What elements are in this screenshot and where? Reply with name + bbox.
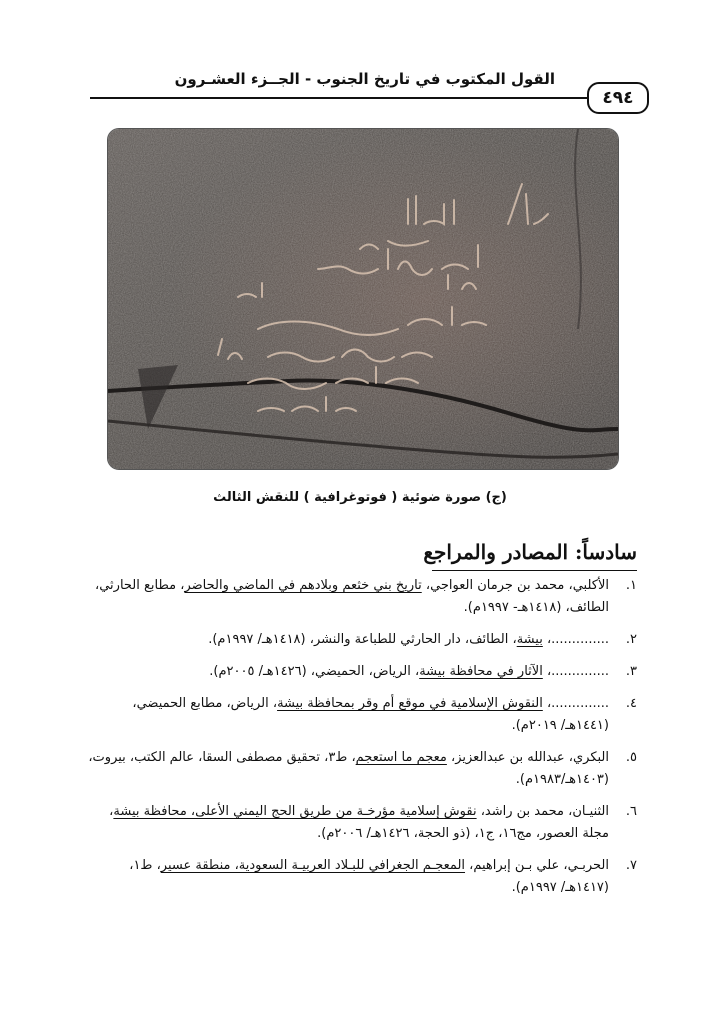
- reference-number: ٦.: [625, 804, 637, 819]
- reference-number: ٢.: [625, 632, 637, 647]
- references-list: [82, 575, 637, 909]
- reference-item: [82, 855, 637, 899]
- reference-author: ..............،: [542, 696, 609, 711]
- reference-details: ، الطائف، دار الحارثي للطباعة والنشر، (١٤١٨هـ/ ١٩٩٧م).: [208, 632, 517, 647]
- reference-item: [82, 629, 637, 651]
- rock-inscription-image: [108, 129, 618, 469]
- section-heading: سادساً: المصادر والمراجع: [423, 540, 637, 564]
- page-number: ٤٩٤: [587, 82, 649, 114]
- figure-caption: (ج) صورة ضوئية ( فوتوغرافية ) للنقش الثالث: [213, 490, 507, 505]
- reference-number: ٧.: [625, 858, 637, 873]
- reference-number: ٥.: [625, 750, 637, 765]
- reference-title: معجم ما استعجم: [355, 750, 447, 765]
- reference-author: الأكلبي، محمد بن جرمان العواجي،: [421, 578, 609, 593]
- reference-author: البكري، عبدالله بن عبدالعزيز،: [446, 750, 609, 765]
- reference-details: ، ط١، (١٤١٧هـ/ ١٩٩٧م).: [129, 858, 609, 895]
- reference-title: نقوش إسلامية مؤرخـة من طريق الحج اليمني الأعلى، محافظة بيشة: [113, 804, 477, 819]
- reference-author: الثنيـان، محمد بن راشد،: [476, 804, 609, 819]
- reference-title: بيشة: [516, 632, 543, 647]
- reference-number: ٤.: [625, 696, 637, 711]
- reference-item: [82, 661, 637, 683]
- reference-details: ، الرياض، مطابع الحميضي، (١٤٤١هـ/ ٢٠١٩م).: [132, 696, 609, 733]
- reference-item: [82, 747, 637, 791]
- header-rule: [90, 97, 590, 99]
- reference-author: ..............،: [542, 664, 609, 679]
- reference-title: المعجـم الجغرافي للبـلاد العربيـة السعودية، منطقة عسير: [160, 858, 466, 873]
- reference-author: الحربـي، علي بـن إبراهيم،: [465, 858, 609, 873]
- reference-author: ..............،: [542, 632, 609, 647]
- reference-title: تاريخ بني خثعم وبلادهم في الماضي والحاضر: [184, 578, 422, 593]
- running-header-title: القول المكتوب في تاريخ الجنوب - الجــزء العشـرون: [174, 70, 555, 88]
- reference-details: ، الرياض، الحميضي، (١٤٢٦هـ/ ٢٠٠٥م).: [209, 664, 420, 679]
- reference-details: ، ط٣، تحقيق مصطفى السقا، عالم الكتب، بيروت، (١٤٠٣هـ/١٩٨٣م).: [88, 750, 609, 787]
- reference-details: ، مطابع الحارثي، الطائف، (١٤١٨هـ- ١٩٩٧م).: [95, 578, 609, 615]
- section-heading-underline: [432, 570, 637, 571]
- reference-number: ٣.: [625, 664, 637, 679]
- inscription-photo: [107, 128, 619, 470]
- reference-title: النقوش الإسلامية في موقع أم وقر بمحافظة بيشة: [277, 696, 543, 711]
- reference-item: [82, 693, 637, 737]
- reference-number: ١.: [625, 578, 637, 593]
- reference-item: [82, 801, 637, 845]
- reference-title: الآثار في محافظة بيشة: [419, 664, 543, 679]
- reference-item: [82, 575, 637, 619]
- reference-details: ، مجلة العصور، مج١٦، ج١، (ذو الحجة، ١٤٢٦هـ/ ٢٠٠٦م).: [109, 804, 609, 841]
